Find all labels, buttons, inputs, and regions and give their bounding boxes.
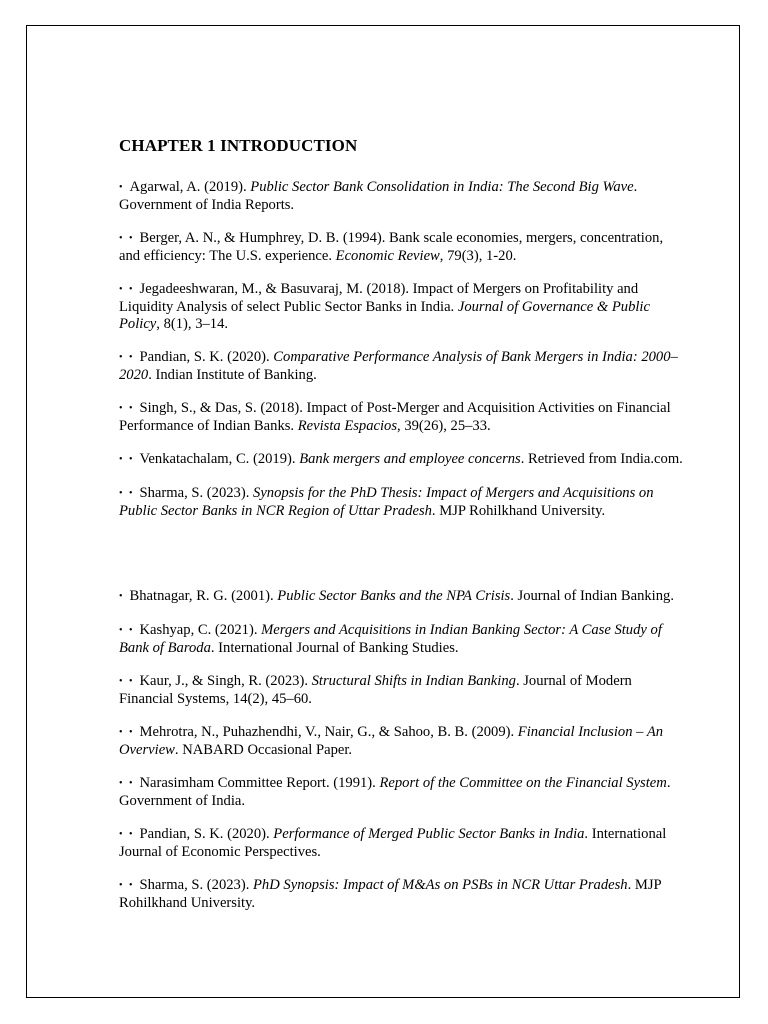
reference-source: . International Journal of Economic Perspectives.: [119, 826, 667, 860]
reference-item: [119, 281, 685, 333]
bullet-icon: • •: [119, 284, 135, 295]
bullet-icon: • •: [119, 488, 135, 499]
reference-title: Revista Espacios: [297, 418, 398, 434]
reference-source: . Journal of Modern Financial Systems, 14(2), 45–60.: [119, 673, 632, 707]
reference-source: . MJP Rohilkhand University.: [431, 503, 606, 519]
reference-text: Singh, S., & Das, S. (2018). Impact of Post-Merger and Acquisition Activities on Financial Performance of Indian Banks.: [119, 400, 671, 434]
reference-text: Bhatnagar, R. G. (2001).: [129, 588, 278, 604]
reference-title: PhD Synopsis: Impact of M&As on PSBs in NCR Uttar Pradesh: [253, 877, 628, 893]
bullet-icon: • •: [119, 829, 135, 840]
reference-title: Comparative Performance Analysis of Bank Mergers in India: 2000–2020: [119, 349, 678, 383]
reference-text: Sharma, S. (2023).: [139, 485, 254, 501]
reference-source: . International Journal of Banking Studies.: [210, 640, 459, 656]
reference-item: [119, 588, 685, 606]
reference-item: [119, 485, 685, 520]
reference-source: , 8(1), 3–14.: [156, 316, 229, 332]
reference-item: [119, 230, 685, 265]
reference-text: Narasimham Committee Report. (1991).: [139, 775, 380, 791]
bullet-icon: • •: [119, 625, 135, 636]
reference-title: Public Sector Banks and the NPA Crisis: [277, 588, 511, 604]
reference-text: Kaur, J., & Singh, R. (2023).: [139, 673, 312, 689]
bullet-icon: • •: [119, 403, 135, 414]
reference-source: . NABARD Occasional Paper.: [174, 742, 353, 758]
reference-title: Bank mergers and employee concerns: [299, 451, 521, 467]
reference-item: [119, 451, 685, 469]
reference-title: Synopsis for the PhD Thesis: Impact of Mergers and Acquisitions on Public Sector Banks in NCR Region of Uttar Pradesh: [119, 485, 654, 519]
document-body: [119, 136, 685, 928]
reference-source: . Retrieved from India.com.: [520, 451, 683, 467]
reference-text: Sharma, S. (2023).: [139, 877, 254, 893]
reference-text: Pandian, S. K. (2020).: [139, 349, 274, 365]
reference-text: Mehrotra, N., Puhazhendhi, V., Nair, G., & Sahoo, B. B. (2009).: [139, 724, 518, 740]
reference-text: Berger, A. N., & Humphrey, D. B. (1994). Bank scale economies, mergers, concentration, and efficiency: The U.S. experience.: [119, 230, 664, 264]
reference-item: [119, 349, 685, 384]
reference-title: Financial Inclusion – An Overview: [119, 724, 664, 758]
reference-list-1: [119, 179, 685, 520]
bullet-icon: •: [119, 182, 125, 193]
bullet-icon: • •: [119, 778, 135, 789]
reference-title: Structural Shifts in Indian Banking: [311, 673, 516, 689]
bullet-icon: • •: [119, 352, 135, 363]
bullet-icon: • •: [119, 676, 135, 687]
reference-source: . Government of India Reports.: [119, 179, 638, 213]
chapter-title: CHAPTER 1 INTRODUCTION: [119, 136, 358, 155]
reference-source: . Indian Institute of Banking.: [148, 367, 317, 383]
bullet-icon: •: [119, 591, 125, 602]
reference-item: [119, 724, 685, 759]
reference-item: [119, 400, 685, 435]
bullet-icon: • •: [119, 233, 135, 244]
reference-text: Venkatachalam, C. (2019).: [139, 451, 300, 467]
reference-source: , 39(26), 25–33.: [397, 418, 491, 434]
reference-source: . MJP Rohilkhand University.: [119, 877, 662, 911]
reference-item: [119, 179, 685, 214]
reference-title: Economic Review: [335, 248, 440, 264]
reference-text: Pandian, S. K. (2020).: [139, 826, 274, 842]
reference-source: . Journal of Indian Banking.: [510, 588, 674, 604]
reference-title: Performance of Merged Public Sector Banks in India: [273, 826, 585, 842]
bullet-icon: • •: [119, 727, 135, 738]
reference-item: [119, 877, 685, 912]
reference-text: Jegadeeshwaran, M., & Basuvaraj, M. (2018). Impact of Mergers on Profitability and Liquidity Analysis of select Public Sector Banks in India.: [119, 281, 639, 315]
reference-text: Kashyap, C. (2021).: [139, 622, 262, 638]
bullet-icon: • •: [119, 454, 135, 465]
reference-text: Agarwal, A. (2019).: [129, 179, 251, 195]
reference-title: Public Sector Bank Consolidation in India: The Second Big Wave: [250, 179, 634, 195]
reference-item: [119, 826, 685, 861]
bullet-icon: • •: [119, 880, 135, 891]
reference-title: Report of the Committee on the Financial System: [379, 775, 667, 791]
reference-item: [119, 622, 685, 657]
reference-title: Journal of Governance & Public Policy: [119, 299, 650, 332]
reference-item: [119, 673, 685, 708]
reference-list-2: [119, 588, 685, 912]
reference-source: . Government of India.: [119, 775, 671, 809]
reference-item: [119, 775, 685, 810]
reference-source: , 79(3), 1-20.: [439, 248, 517, 264]
section-gap: [119, 536, 685, 588]
reference-title: Mergers and Acquisitions in Indian Banking Sector: A Case Study of Bank of Baroda: [119, 622, 662, 656]
